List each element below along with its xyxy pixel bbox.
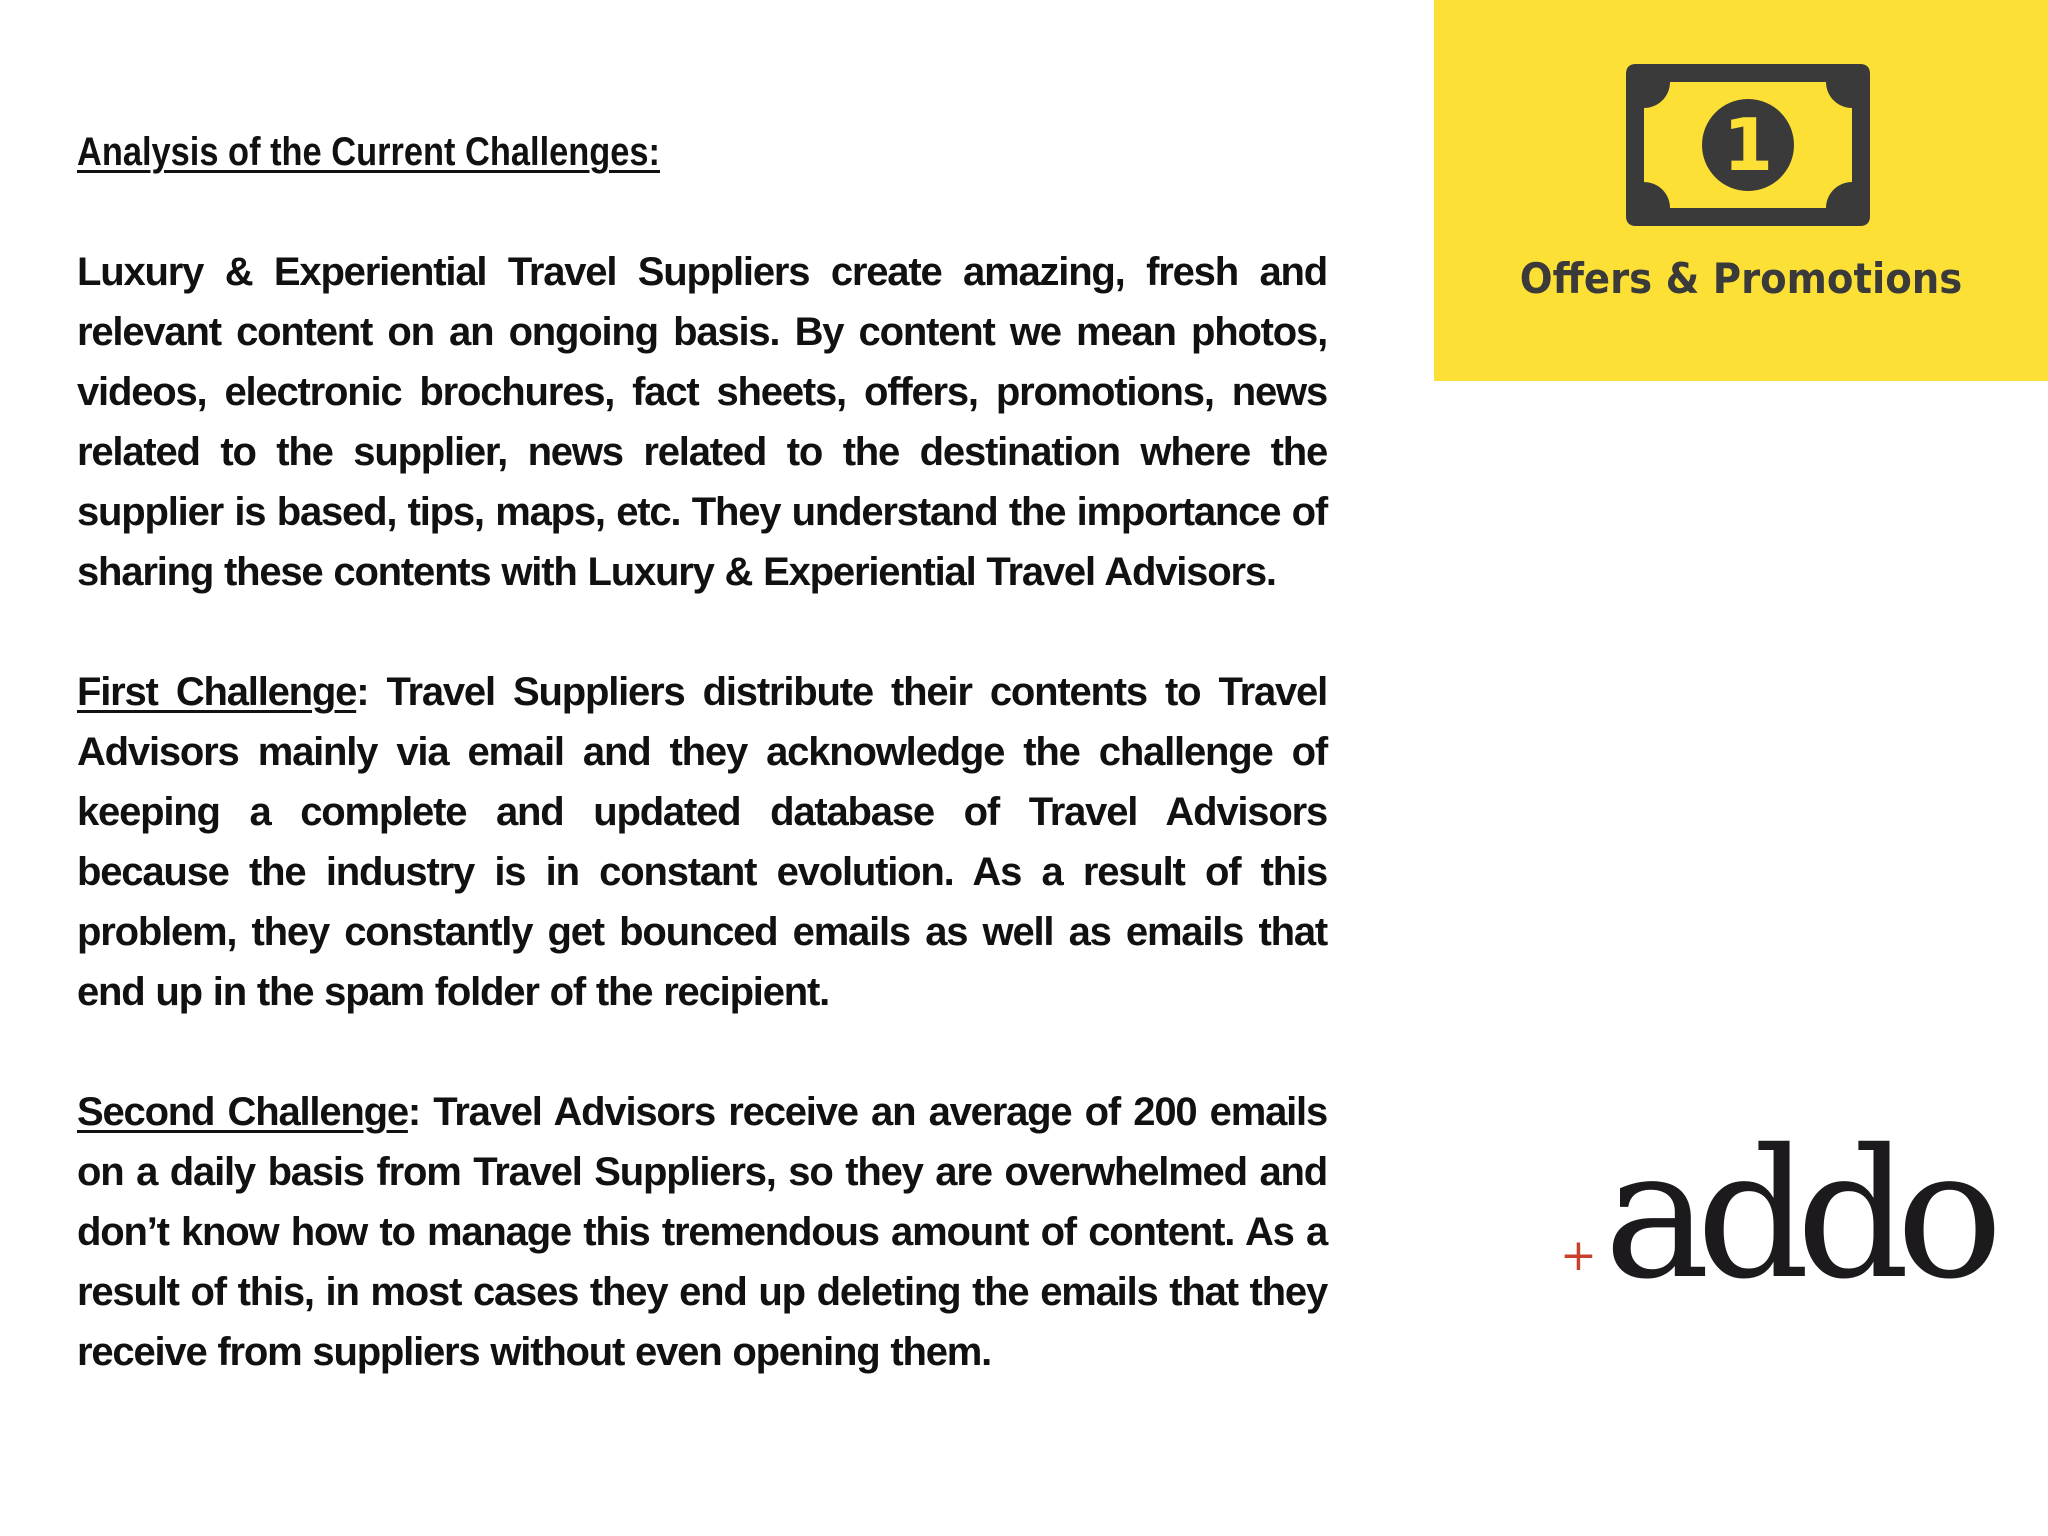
page-heading: Analysis of the Current Challenges: bbox=[77, 130, 661, 174]
bill-number: 1 bbox=[1722, 103, 1774, 187]
first-challenge-paragraph bbox=[77, 662, 1327, 1022]
first-challenge-text: : Travel Suppliers distribute their contents to Travel Advisors mainly via email and they acknowledge the challenge of keeping a complete and updated database of Travel Advisors because the industry is in constant evolution. As a result of this problem, they constantly get bounced emails as well as emails that end up in the spam folder of the recipient. bbox=[77, 670, 1327, 1014]
document-body bbox=[77, 122, 1327, 1442]
second-challenge-paragraph bbox=[77, 1082, 1327, 1382]
offers-promotions-card bbox=[1434, 0, 2048, 381]
first-challenge-title: First Challenge bbox=[77, 670, 357, 714]
dollar-bill-icon bbox=[1626, 64, 1870, 226]
intro-paragraph: Luxury & Experiential Travel Suppliers create amazing, fresh and relevant content on an ongoing basis. By content we mean photos, videos, electronic brochures, fact sheets, offers, promotions, news related to the supplier, news related to the destination where the supplier is based, tips, maps, etc. They understand the importance of sharing these contents with Luxury & Experiential Travel Advisors. bbox=[77, 250, 1327, 594]
second-challenge-title: Second Challenge bbox=[77, 1090, 408, 1134]
logo-plus-mark: + bbox=[1560, 1230, 1597, 1281]
second-challenge-text: : Travel Advisors receive an average of 200 emails on a daily basis from Travel Suppliers, so they are overwhelmed and don’t know how to manage this tremendous amount of content. As a result of this, in most cases they end up deleting the emails that they receive from suppliers without even opening them. bbox=[77, 1090, 1328, 1374]
addo-logo bbox=[1560, 1111, 1990, 1320]
logo-wordmark: addo bbox=[1604, 1111, 1990, 1318]
promo-label: Offers & Promotions bbox=[1519, 254, 1963, 303]
